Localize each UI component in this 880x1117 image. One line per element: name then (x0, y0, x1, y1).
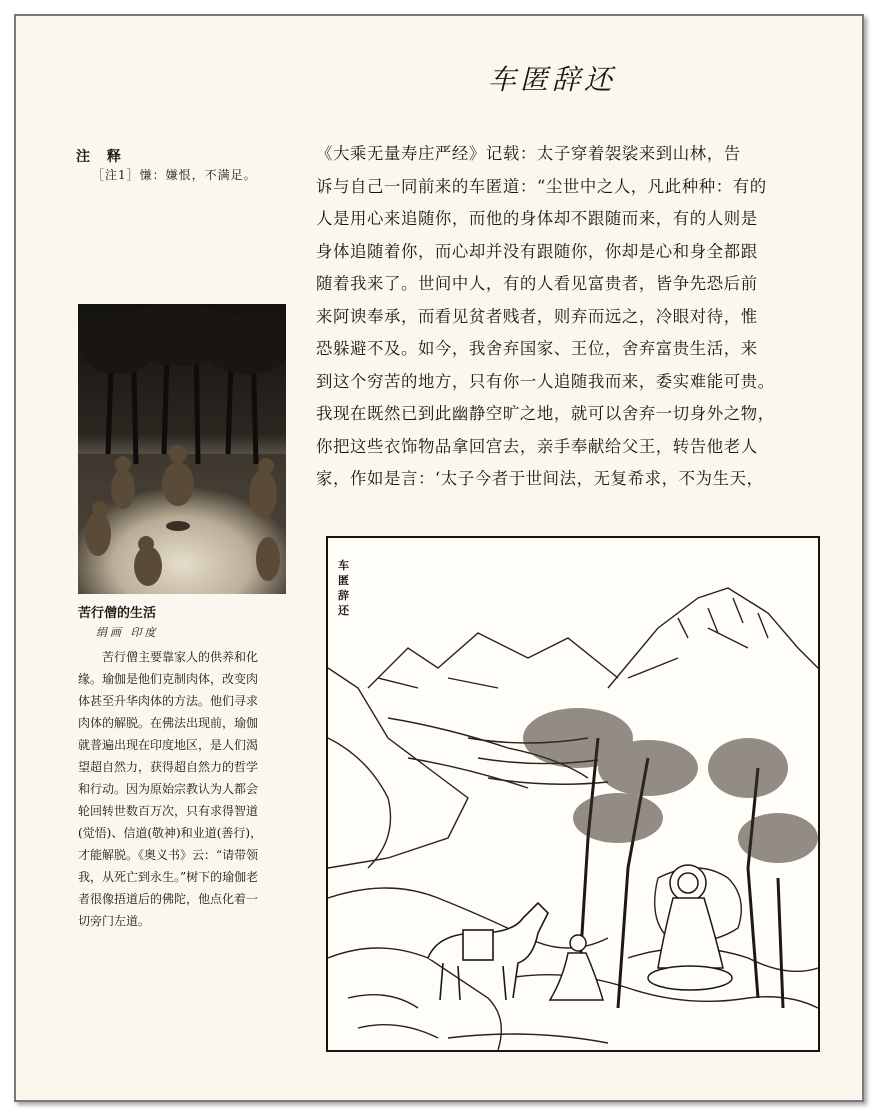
caption-line: (觉悟)、信道(敬神)和业道(善行)， (78, 826, 263, 840)
note-entry-1: ［注1］慊：嫌恨，不满足。 (92, 168, 257, 182)
photo-caption-title: 苦行僧的生活 (78, 606, 157, 621)
caption-line: 和行动。因为原始宗教认为人都会 (78, 782, 259, 796)
body-line: 我现在既然已到此幽静空旷之地，就可以舍弃一切身外之物， (316, 404, 775, 423)
notes-heading: 注 释 (76, 149, 127, 165)
caption-line: 肉体的解脱。在佛法出现前，瑜伽 (78, 716, 259, 730)
body-line: 人是用心来追随你，而他的身体却不跟随而来，有的人则是 (316, 209, 758, 228)
photo-caption-body (78, 646, 298, 932)
body-line: 诉与自己一同前来的车匿道：“尘世中之人，凡此种种：有的 (316, 176, 767, 196)
body-line: 身体追随着你，而心却并没有跟随你，你却是心和身全都跟 (316, 241, 758, 261)
woodblock-illustration (326, 536, 820, 1052)
body-line: 《大乘无量寿庄严经》记载：太子穿着袈裟来到山林，告 (316, 144, 741, 163)
ascetics-photo (78, 304, 286, 594)
caption-line: 才能解脱。《奥义书》云：“请带领 (78, 848, 259, 862)
caption-line: 望超自然力，获得超自然力的哲学 (78, 760, 259, 774)
caption-line: 就普遍出现在印度地区，是人们渴 (78, 738, 259, 752)
illustration-inscription: 车匿辞还 (338, 559, 349, 617)
body-line: 随着我来了。世间中人，有的人看见富贵者，皆争先恐后前 (316, 274, 758, 293)
body-line: 来阿谀奉承，而看见贫者贱者，则弃而远之，冷眼对待，惟 (316, 306, 758, 326)
caption-line: 我，从死亡到永生。”树下的瑜伽老 (78, 870, 259, 884)
chapter-title: 车匿辞还 (488, 63, 617, 96)
caption-line: 轮回转世数百万次，只有求得智道 (78, 804, 259, 818)
caption-line: 苦行僧主要靠家人的供养和化 (102, 650, 259, 664)
body-line: 你把这些衣饰物品拿回宫去，亲手奉献给父王，转告他老人 (316, 436, 758, 456)
body-line: 到这个穷苦的地方，只有你一人追随我而来，委实难能可贵。 (316, 371, 775, 391)
body-text (316, 138, 816, 496)
landscape-drawing (328, 538, 818, 1050)
body-line: 恐躲避不及。如今，我舍弃国家、王位，舍弃富贵生活，来 (316, 339, 758, 358)
caption-line: 体甚至升华肉体的方法。他们寻求 (78, 694, 259, 708)
body-line: 家，作如是言：‘太子今者于世间法，无复希求，不为生天， (316, 469, 764, 488)
ascetics-painting-image (78, 304, 286, 594)
caption-line: 缘。瑜伽是他们克制肉体，改变肉 (78, 672, 259, 686)
photo-caption-subtitle: 绢画 印度 (96, 626, 159, 639)
caption-line: 者很像捂道后的佛陀，他点化着一 (78, 892, 259, 906)
caption-line: 切旁门左道。 (78, 914, 151, 928)
